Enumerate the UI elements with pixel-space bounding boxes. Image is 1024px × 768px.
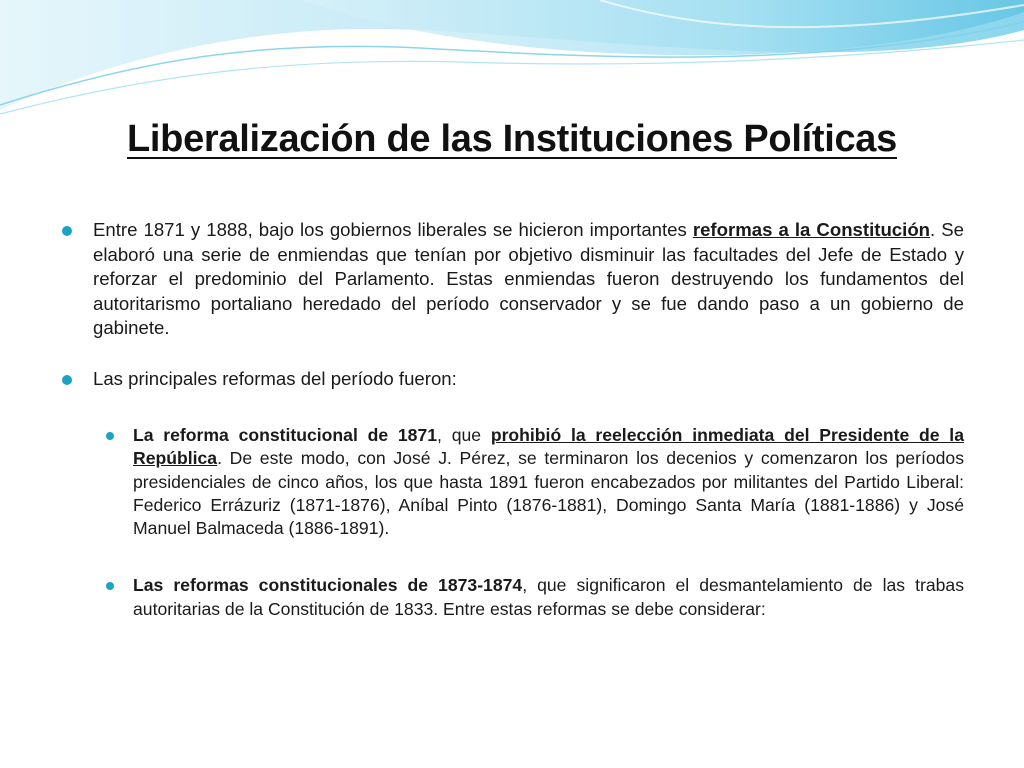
bullet-item-main-reforms (62, 367, 964, 392)
bullet-dot-icon (62, 226, 72, 236)
bullet-text: Entre 1871 y 1888, bajo los gobiernos liberales se hicieron importantes (93, 219, 693, 240)
sub-bullet-text: , que (437, 425, 491, 445)
sub-bullet-reforms-1873-1874 (104, 574, 964, 621)
sub-bullet-dot-icon (106, 432, 114, 440)
sub-bullet-dot-icon (106, 582, 114, 590)
header-wave-decoration (0, 0, 1024, 130)
bullet-text: . Se elaboró una serie de enmiendas que tenían por objetivo disminuir las facultades del Jefe de Estado y reforzar el predominio del Parlamento. Estas enmiendas fueron destruyendo los fundamentos del autoritarismo portaliano heredado del período conservador y se fue dando paso a un gobierno de gabinete. (93, 219, 964, 338)
sub-bullet-text: . De este modo, con José J. Pérez, se terminaron los decenios y comenzaron los períodos presidenciales de cinco años, los que hasta 1891 fueron encabezados por militantes del Partido Liberal: Federico Errázuriz (1871-1876), Aníbal Pinto (1876-1881), Domingo Santa María (1881-1886) y José Manuel Balmaceda (1886-1891). (133, 448, 964, 539)
bullet-emphasis: reformas a la Constitución (692, 219, 931, 240)
bullet-text: Las principales reformas del período fueron: (93, 367, 457, 389)
sub-bullet-text: , que significaron el desmantelamiento de las trabas autoritarias de la Constitución de 1833. Entre estas reformas se debe considerar: (133, 575, 964, 619)
bullet-item-reforms-intro (62, 218, 964, 341)
sub-bullet-heading: La reforma constitucional de 1871 (133, 425, 438, 445)
slide-content (62, 218, 964, 639)
bullet-dot-icon (62, 375, 72, 385)
slide-title: Liberalización de las Instituciones Políticas (127, 118, 897, 160)
sub-bullet-emphasis: prohibió la reelección inmediata del Presidente de la República (133, 425, 964, 469)
sub-bullet-heading: Las reformas constitucionales de 1873-1874 (133, 575, 523, 596)
sub-bullet-reform-1871 (104, 424, 964, 540)
